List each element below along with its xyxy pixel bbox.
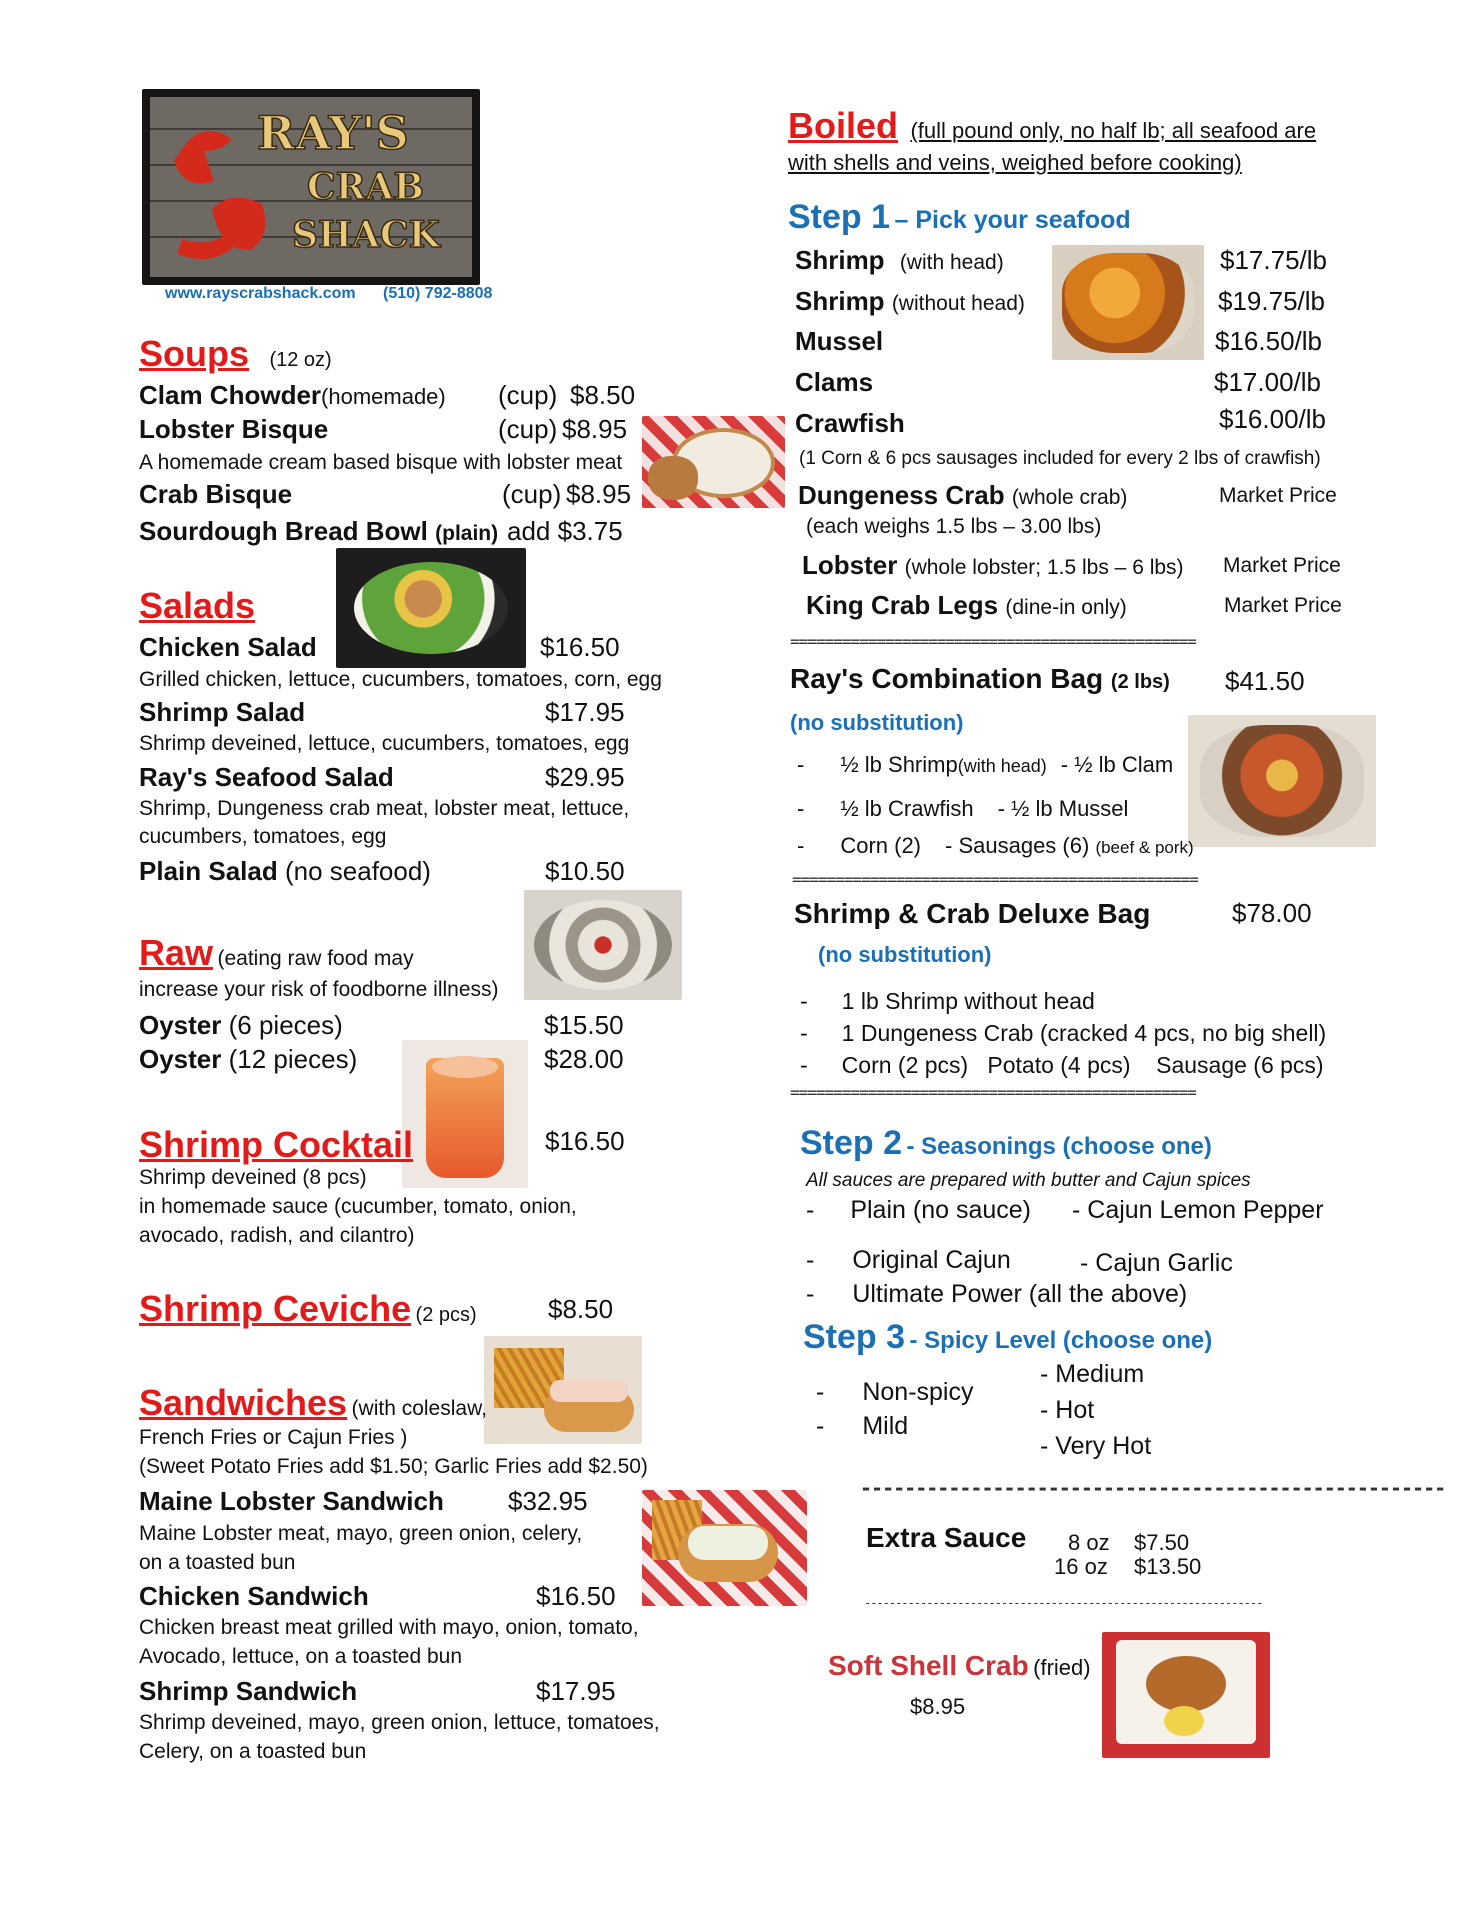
cocktail-desc-1: Shrimp deveined (8 pcs)	[139, 1166, 367, 1189]
spice-nonspicy: - Non-spicy	[816, 1378, 974, 1406]
step2-subtitle: - Seasonings (choose one)	[906, 1133, 1212, 1160]
extra-sauce-price-16: $13.50	[1134, 1554, 1202, 1579]
lobster-sandwich-desc-1: Maine Lobster meat, mayo, green onion, celery,	[139, 1522, 583, 1545]
sandwiches-note-3: (Sweet Potato Fries add $1.50; Garlic Fries add $2.50)	[139, 1455, 648, 1478]
dungeness-note: (each weighs 1.5 lbs – 3.00 lbs)	[806, 515, 1102, 538]
bread-bowl-price: add $3.75	[507, 516, 623, 546]
clam-chowder-size: (cup)	[498, 380, 558, 410]
website-link[interactable]: www.rayscrabshack.com	[165, 285, 356, 302]
cocktail-desc-2: in homemade sauce (cucumber, tomato, onion,	[139, 1195, 577, 1218]
cocktail-photo	[402, 1040, 528, 1188]
combo-line-2: - ½ lb Crawfish - ½ lb Mussel	[797, 796, 1129, 821]
ceviche-note: (2 pcs)	[415, 1304, 477, 1326]
combo-price: $41.50	[1225, 666, 1305, 696]
chicken-salad-name: Chicken Salad	[139, 632, 317, 662]
crab-bisque-size: (cup)	[502, 479, 562, 509]
combo-bag-photo	[1188, 715, 1376, 847]
sandwiches-title: Sandwiches	[139, 1382, 348, 1423]
logo	[142, 89, 480, 285]
boiled-note-1: (full pound only, no half lb; all seafood are	[910, 118, 1317, 143]
extra-sauce-size-8: 8 oz	[1068, 1530, 1110, 1555]
step1-subtitle: – Pick your seafood	[894, 206, 1131, 234]
boiled-note-2: with shells and veins, weighed before cooking)	[788, 150, 1242, 175]
seasoning-garlic: - Cajun Garlic	[1080, 1249, 1233, 1277]
sandwiches-note: (with coleslaw,	[351, 1397, 487, 1420]
clam-chowder-price: $8.50	[570, 380, 636, 410]
extra-sauce-size-16: 16 oz	[1054, 1554, 1108, 1579]
svg-text:CRAB: CRAB	[307, 166, 424, 208]
dash-separator-1: -----------------------------------------------------	[860, 1476, 1446, 1500]
soups-section	[139, 333, 332, 375]
lobster-bisque-price: $8.95	[562, 414, 628, 444]
boiled-section	[788, 105, 1316, 147]
chicken-sandwich-name: Chicken Sandwich	[139, 1581, 369, 1611]
ceviche-price: $8.50	[548, 1294, 614, 1324]
lobster-bisque-name: Lobster Bisque	[139, 414, 329, 444]
shrimp-sandwich-price: $17.95	[536, 1676, 616, 1706]
step2-label: Step 2	[800, 1124, 903, 1162]
raw-note-2: increase your risk of foodborne illness)	[139, 978, 499, 1001]
seasoning-original: - Original Cajun	[806, 1246, 1011, 1274]
oyster-6-name: Oyster (6 pieces)	[139, 1010, 343, 1040]
lobster-roll-photo	[484, 1336, 642, 1444]
salads-title: Salads	[139, 585, 256, 626]
seafood-salad-desc-2: cucumbers, tomatoes, egg	[139, 825, 387, 848]
svg-text:SHACK: SHACK	[292, 214, 440, 256]
mussel-name: Mussel	[795, 326, 884, 356]
deluxe-line-1: - 1 lb Shrimp without head	[800, 988, 1095, 1014]
boiled-title: Boiled	[788, 105, 899, 146]
spice-very-hot: - Very Hot	[1040, 1432, 1152, 1460]
cocktail-desc-3: avocado, radish, and cilantro)	[139, 1224, 415, 1247]
step2-heading	[800, 1124, 1212, 1163]
deluxe-line-3: - Corn (2 pcs) Potato (4 pcs) Sausage (6 pcs)	[800, 1052, 1324, 1078]
step3-subtitle: - Spicy Level (choose one)	[909, 1327, 1213, 1354]
shrimp-salad-desc: Shrimp deveined, lettuce, cucumbers, tomatoes, egg	[139, 732, 630, 755]
lobster-sandwich-desc-2: on a toasted bun	[139, 1551, 296, 1574]
softshell-photo	[1102, 1632, 1270, 1758]
deluxe-price: $78.00	[1232, 898, 1312, 928]
svg-text:RAY'S: RAY'S	[257, 106, 409, 160]
crawfish-price: $16.00/lb	[1219, 404, 1326, 434]
dungeness-name: Dungeness Crab (whole crab)	[798, 480, 1128, 510]
ceviche-title: Shrimp Ceviche	[139, 1288, 412, 1329]
extra-sauce-title: Extra Sauce	[866, 1522, 1027, 1553]
step1-heading	[788, 198, 1131, 237]
bread-bowl-name: Sourdough Bread Bowl (plain)	[139, 516, 499, 546]
softshell-price: $8.95	[910, 1694, 966, 1719]
softshell-section	[828, 1650, 1091, 1682]
combo-title: Ray's Combination Bag (2 lbs)	[790, 663, 1170, 694]
dungeness-price: Market Price	[1219, 484, 1337, 507]
raw-title: Raw	[139, 932, 214, 973]
combo-line-3: - Corn (2) - Sausages (6) (beef & pork)	[797, 833, 1194, 858]
deluxe-nosub: (no substitution)	[818, 942, 992, 967]
seasoning-plain: - Plain (no sauce)	[806, 1196, 1031, 1224]
raw-section	[139, 932, 414, 974]
chicken-sandwich-desc-1: Chicken breast meat grilled with mayo, onion, tomato,	[139, 1616, 639, 1639]
chicken-sandwich-price: $16.50	[536, 1581, 616, 1611]
crawfish-note: (1 Corn & 6 pcs sausages included for every 2 lbs of crawfish)	[799, 448, 1321, 469]
oyster-photo	[524, 890, 682, 1000]
crawfish-name: Crawfish	[795, 408, 905, 438]
phone-number[interactable]: (510) 792-8808	[383, 285, 493, 302]
ceviche-section	[139, 1288, 477, 1330]
soups-note: (12 oz)	[269, 349, 332, 371]
shrimp-salad-price: $17.95	[545, 697, 625, 727]
shrimp-salad-name: Shrimp Salad	[139, 697, 306, 727]
seasoning-ultimate: - Ultimate Power (all the above)	[806, 1280, 1188, 1308]
separator-2: ===============================================	[792, 870, 1198, 889]
separator-1: ===============================================	[790, 632, 1196, 651]
lobster-sandwich-name: Maine Lobster Sandwich	[139, 1486, 444, 1516]
plain-salad-name: Plain Salad (no seafood)	[139, 856, 431, 886]
seafood-salad-name: Ray's Seafood Salad	[139, 762, 394, 792]
soups-title: Soups	[139, 333, 250, 374]
chicken-salad-desc: Grilled chicken, lettuce, cucumbers, tomatoes, corn, egg	[139, 668, 662, 691]
deluxe-line-2: - 1 Dungeness Crab (cracked 4 pcs, no big shell)	[800, 1020, 1327, 1046]
step2-note: All sauces are prepared with butter and Cajun spices	[806, 1170, 1251, 1191]
softshell-extra: (fried)	[1033, 1655, 1091, 1680]
step3-heading	[803, 1318, 1212, 1357]
cocktail-price: $16.50	[545, 1126, 625, 1156]
shrimp-nohead-price: $19.75/lb	[1218, 286, 1325, 316]
lobster-sandwich-price: $32.95	[508, 1486, 588, 1516]
shrimp-sandwich-name: Shrimp Sandwich	[139, 1676, 358, 1706]
softshell-title: Soft Shell Crab	[828, 1650, 1029, 1681]
seafood-salad-price: $29.95	[545, 762, 625, 792]
sandwiches-note-2: French Fries or Cajun Fries )	[139, 1426, 408, 1449]
extra-sauce-price-8: $7.50	[1134, 1530, 1190, 1555]
spice-hot: - Hot	[1040, 1396, 1095, 1424]
logo-image	[142, 89, 480, 285]
shrimp-nohead-name: Shrimp (without head)	[795, 286, 1025, 316]
sandwiches-section	[139, 1382, 487, 1424]
lobster-bisque-desc: A homemade cream based bisque with lobster meat	[139, 451, 623, 474]
salad-photo	[336, 548, 526, 668]
combo-line-1: - ½ lb Shrimp(with head) - ½ lb Clam	[797, 752, 1174, 777]
clams-price: $17.00/lb	[1214, 367, 1321, 397]
lobster-bisque-size: (cup)	[498, 414, 558, 444]
boiled-shrimp-photo	[1052, 245, 1204, 360]
spice-mild: - Mild	[816, 1412, 909, 1440]
seafood-salad-desc-1: Shrimp, Dungeness crab meat, lobster meat, lettuce,	[139, 797, 630, 820]
king-crab-name: King Crab Legs (dine-in only)	[806, 590, 1127, 620]
lobster-name: Lobster (whole lobster; 1.5 lbs – 6 lbs)	[802, 550, 1184, 580]
separator-3: ===============================================	[790, 1083, 1196, 1102]
crab-bisque-name: Crab Bisque	[139, 479, 293, 509]
shrimp-head-name: Shrimp (with head)	[795, 245, 1004, 275]
shrimp-sandwich-desc-1: Shrimp deveined, mayo, green onion, lettuce, tomatoes,	[139, 1711, 660, 1734]
mussel-price: $16.50/lb	[1215, 326, 1322, 356]
crab-bisque-price: $8.95	[566, 479, 632, 509]
sandwich-photo	[642, 1490, 807, 1606]
chicken-salad-price: $16.50	[540, 632, 620, 662]
oyster-12-price: $28.00	[544, 1044, 624, 1074]
combo-nosub: (no substitution)	[790, 710, 964, 735]
bisque-photo	[642, 416, 785, 508]
spice-medium: - Medium	[1040, 1360, 1145, 1388]
shrimp-sandwich-desc-2: Celery, on a toasted bun	[139, 1740, 367, 1763]
raw-note-1: (eating raw food may	[217, 947, 414, 970]
step1-label: Step 1	[788, 198, 891, 236]
oyster-12-name: Oyster (12 pieces)	[139, 1044, 358, 1074]
king-crab-price: Market Price	[1224, 594, 1342, 617]
clams-name: Clams	[795, 367, 874, 397]
clam-chowder-name: Clam Chowder(homemade)	[139, 380, 446, 410]
cocktail-title: Shrimp Cocktail	[139, 1124, 414, 1165]
deluxe-title: Shrimp & Crab Deluxe Bag	[794, 898, 1151, 929]
dash-separator-2: ----------------------------------------------------------------	[864, 1596, 1263, 1610]
shrimp-head-price: $17.75/lb	[1220, 245, 1327, 275]
chicken-sandwich-desc-2: Avocado, lettuce, on a toasted bun	[139, 1645, 463, 1668]
lobster-price: Market Price	[1223, 554, 1341, 577]
oyster-6-price: $15.50	[544, 1010, 624, 1040]
seasoning-lemon-pepper: - Cajun Lemon Pepper	[1072, 1196, 1324, 1224]
plain-salad-price: $10.50	[545, 856, 625, 886]
step3-label: Step 3	[803, 1318, 906, 1356]
